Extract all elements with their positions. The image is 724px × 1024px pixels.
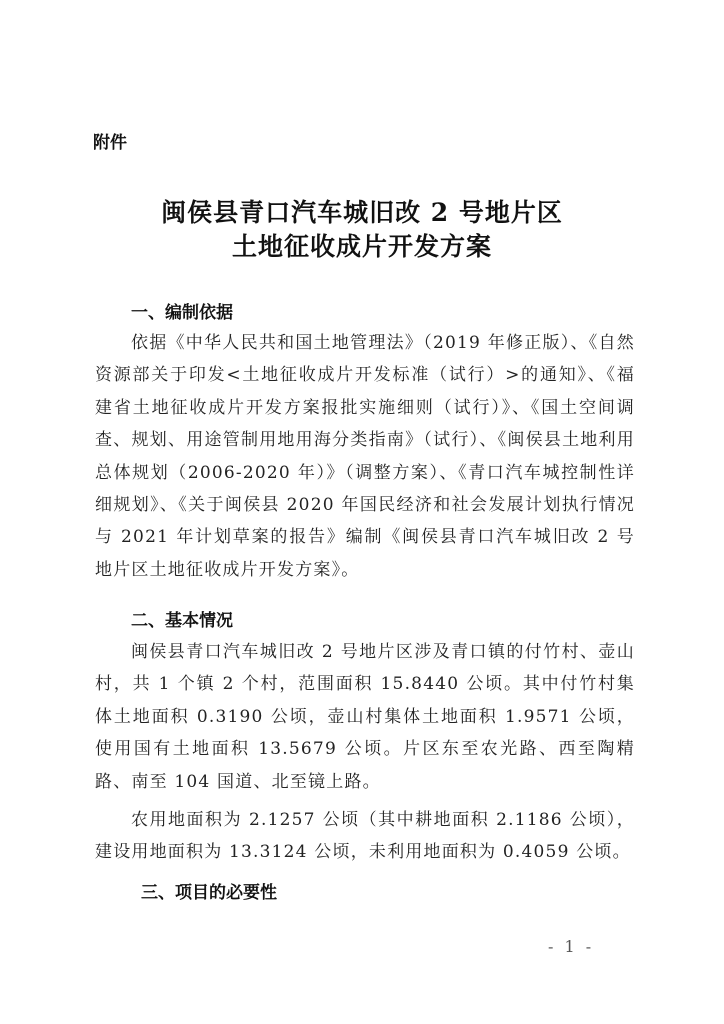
attachment-label: 附件 <box>93 133 127 153</box>
paragraph-basic-info: 闽侯县青口汽车城旧改 2 号地片区涉及青口镇的付竹村、壶山村，共 1 个镇 2 个村，范围面积 15.8440 公顷。其中付竹村集体土地面积 0.3190 公顷，壶山村集体土地面积 1.9571 公顷，使用国有土地面积 13.5679 公顷。片区东至农光路、西至陶精路、南至 104 国道、北至镜上路。 <box>95 642 635 792</box>
paragraph-land-use: 农用地面积为 2.1257 公顷（其中耕地面积 2.1186 公顷），建设用地面积为 13.3124 公顷，未利用地面积为 0.4059 公顷。 <box>95 810 635 863</box>
section-heading-necessity: 三、项目的必要性 <box>141 883 277 903</box>
paragraph-basis: 依据《中华人民共和国土地管理法》（2019 年修正版）、《自然资源部关于印发<土地征收成片开发标准（试行）>的通知》、《福建省土地征收成片开发方案报批实施细则（试行）》、《国土空间调查、规划、用途管制用地用海分类指南》（试行）、《闽侯县土地利用总体规划（2006-2020 年）》（调整方案）、《青口汽车城控制性详细规划》、《关于闽侯县 2020 年国民经济和社会发展计划执行情况与 2021 年计划草案的报告》编制《闽侯县青口汽车城旧改 2 号地片区土地征收成片开发方案》。 <box>95 333 635 580</box>
section-heading-basic-info: 二、基本情况 <box>131 611 233 631</box>
page-number: - 1 - <box>548 937 595 956</box>
document-title-line-2: 土地征收成片开发方案 <box>231 232 492 261</box>
document-title-line-1: 闽侯县青口汽车城旧改 2 号地片区 <box>161 198 563 227</box>
section-heading-basis: 一、编制依据 <box>131 303 233 323</box>
